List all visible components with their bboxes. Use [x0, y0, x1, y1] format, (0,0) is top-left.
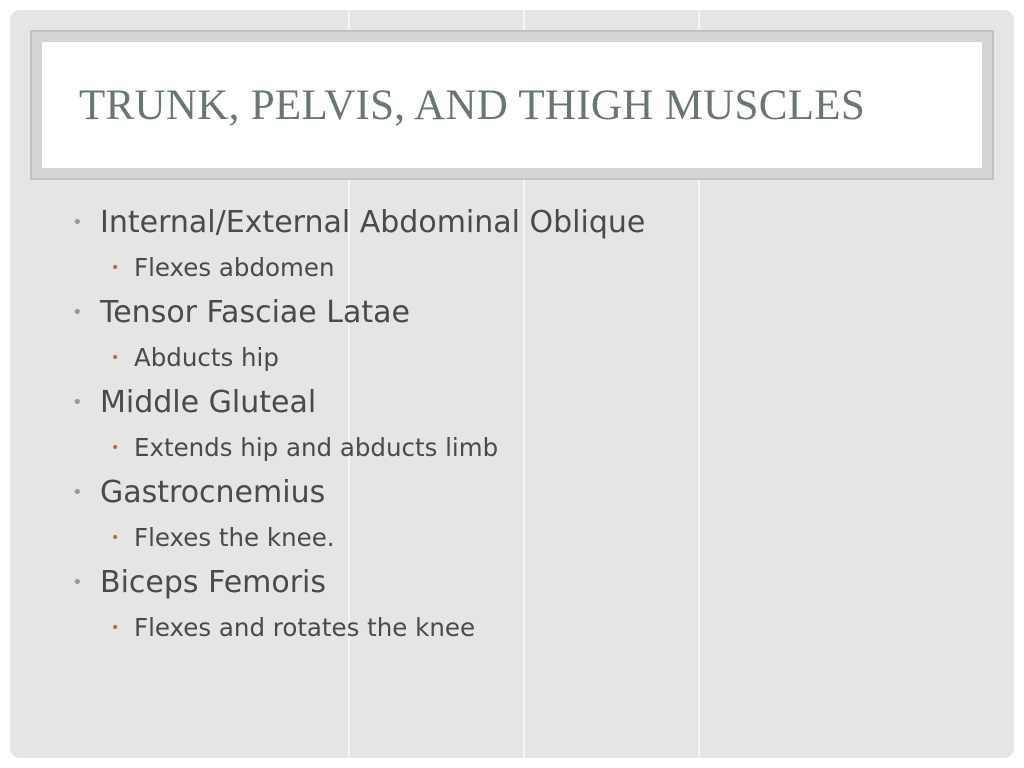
sub-bullet-item [74, 426, 645, 470]
bullet-marker-icon: • [72, 212, 83, 233]
sub-bullet-item [74, 246, 645, 290]
sub-bullet-marker-icon: • [111, 440, 120, 456]
bullet-text: Gastrocnemius [100, 475, 326, 510]
bullet-item [74, 560, 645, 606]
bullet-marker-icon: • [72, 482, 83, 503]
bullet-list [74, 200, 645, 650]
sub-bullet-text: Flexes and rotates the knee [134, 613, 476, 642]
bullet-text: Biceps Femoris [100, 565, 327, 600]
sub-bullet-marker-icon: • [111, 350, 120, 366]
bullet-marker-icon: • [72, 302, 83, 323]
sub-bullet-marker-icon: • [111, 620, 120, 636]
bullet-text: Internal/External Abdominal Oblique [100, 205, 646, 240]
slide-content [10, 10, 1014, 758]
bullet-item [74, 200, 645, 246]
slide-title: TRUNK, PELVIS, AND THIGH MUSCLES [79, 81, 866, 129]
sub-bullet-text: Extends hip and abducts limb [134, 433, 499, 462]
sub-bullet-item [74, 336, 645, 380]
sub-bullet-item [74, 516, 645, 560]
sub-bullet-marker-icon: • [111, 530, 120, 546]
sub-bullet-text: Abducts hip [134, 343, 279, 372]
sub-bullet-item [74, 606, 645, 650]
sub-bullet-text: Flexes the knee. [134, 523, 335, 552]
bullet-item [74, 380, 645, 426]
slide [10, 10, 1014, 758]
bullet-text: Middle Gluteal [100, 385, 317, 420]
bullet-marker-icon: • [72, 392, 83, 413]
bullet-marker-icon: • [72, 572, 83, 593]
bullet-text: Tensor Fasciae Latae [100, 295, 410, 330]
sub-bullet-text: Flexes abdomen [134, 253, 335, 282]
bullet-item [74, 470, 645, 516]
bullet-item [74, 290, 645, 336]
sub-bullet-marker-icon: • [111, 260, 120, 276]
